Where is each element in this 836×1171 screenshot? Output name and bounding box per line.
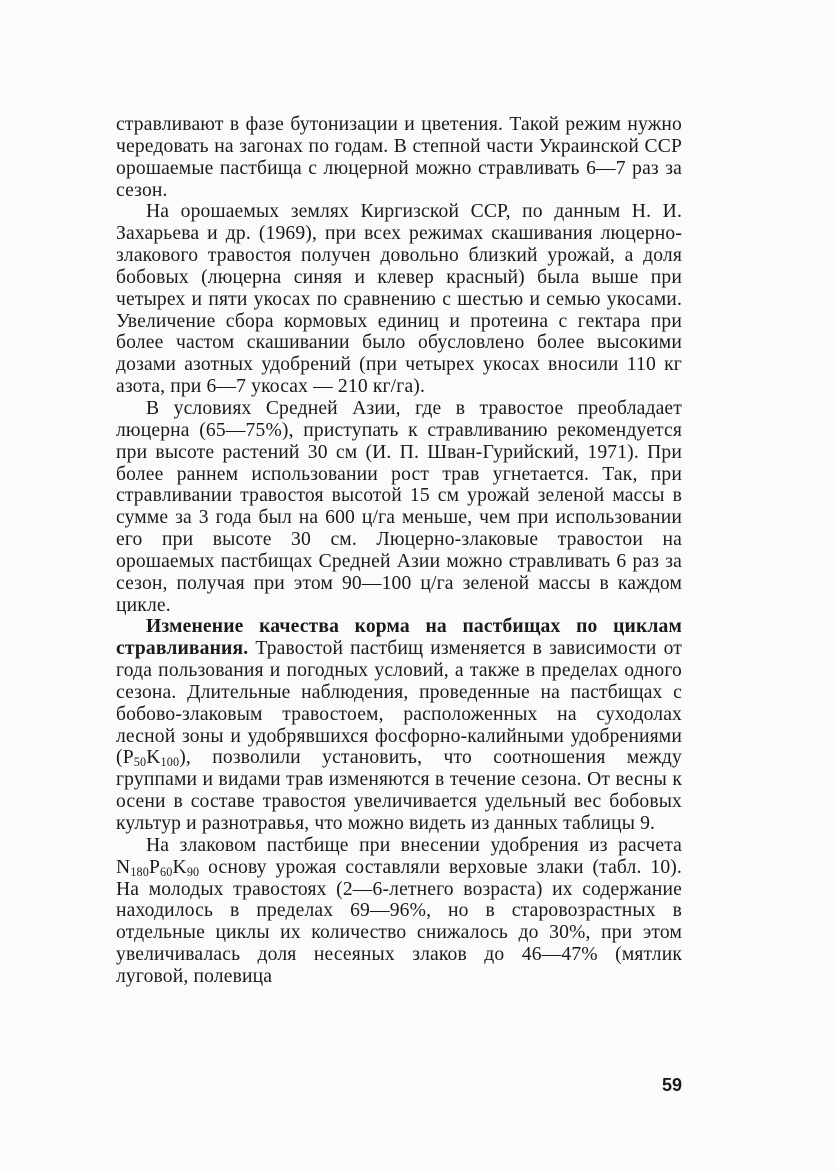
section-heading: Изменение качества корма на пастбищах по циклам стравливания. [116,616,682,660]
paragraph-3-text: В условиях Средней Азии, где в травостое преобладает люцерна (65—75%), приступать к стравливанию рекомендуется при высоте растений 30 см (И. П. Шван-Гурийский, 1971). При более раннем использовании рост трав угнетается. Так, при стравливании травостоя высотой 15 см урожай зеленой массы в сумме за 3 года был на 600 ц/га меньше, чем при использовании его при высоте 30 см. Люцерно-злаковые травостои на орошаемых пастбищах Средней Азии можно стравливать 6 раз за сезон, получая при этом 90—100 ц/га зеленой массы в каждом цикле. [116,397,682,616]
paragraph-4: Изменение качества корма на пастбищах по циклам стравливания. Травостой пастбищ изменяется в зависимости от года пользования и погодных условий, а также в пределах одного сезона. Длительные наблюдения, проведенные на пастбищах с бобово-злаковым травостоем, расположенных на суходолах лесной зоны и удобрявшихся фосфорно-калийными удобрениями $(P_{50}K_{100})$, позволили установить, что соотношения между группами и видами трав изменяются в течение сезона. От весны к осени в составе травостоя увеличивается удельный вес бобовых культур и разнотравья, что можно видеть из данных таблицы 9. [116,616,682,834]
paragraph-1-text: стравливают в фазе бутонизации и цветения. Такой режим нужно чередовать на загонах по годам. В степной части Украинской ССР орошаемые пастбища с люцерной можно стравливать 6—7 раз за сезон. [116,114,682,201]
body-text [116,114,682,988]
page-number: 59 [661,1075,682,1095]
paragraph-5 [116,835,682,988]
paragraph-4-text: Травостой пастбищ изменяется в зависимости от года пользования и погодных условий, а также в пределах одного сезона. Длительные наблюдения, проведенные на пастбищах с бобово-злаковым травостоем, расположенных на суходолах лесной зоны и удобрявшихся фосфорно-калийными удобрениями [116,638,682,747]
formula-p2: P [148,856,161,878]
paragraph-2 [116,201,682,398]
formula-k2-sub: 90 [186,864,200,879]
formula-p: P [122,747,134,769]
formula-k2: K [172,856,187,878]
paragraph-5-text-before: На злаковом пастбище при внесении удобрения из расчета [146,834,682,856]
paragraph-3 [116,398,682,616]
formula-n: N [116,856,131,878]
formula-k: K [146,747,161,769]
formula-p2-sub: 60 [160,864,173,879]
formula-k-sub: 100 [160,755,180,770]
formula-p-sub: 50 [133,755,147,770]
paragraph-1 [116,114,682,201]
paragraph-4-text-after: , позволили установить, что соотношения между группами и видами трав изменяются в течение сезона. От весны к осени в составе травостоя увеличивается удельный вес бобовых культур и разнотравья, что можно видеть из данных таблицы 9. [116,747,682,834]
formula-n-sub: 180 [130,864,149,879]
paragraph-2-text: На орошаемых землях Киргизской ССР, по данным Н. И. Захарьева и др. (1969), при всех режимах скашивания люцерно-злакового травостоя получен довольно близкий урожай, а доля бобовых (люцерна синяя и клевер красный) была выше при четырех и пяти укосах по сравнению с шестью и семью укосами. Увеличение сбора кормовых единиц и протеина с гектара при более частом скашивании было обусловлено более высокими дозами азотных удобрений (при четырех укосах вносили 110 кг азота, при 6—7 укосах — 210 кг/га). [116,201,682,398]
paragraph-5-text-after: основу урожая составляли верховые злаки (табл. 10). На молодых травостоях (2—6-летнего возраста) их содержание находилось в пределах 69—96%, но в старовозрастных в отдельные циклы их количество снижалось до 30%, при этом увеличивалась доля несеяных злаков до 46—47% (мятлик луговой, полевица [116,856,682,987]
